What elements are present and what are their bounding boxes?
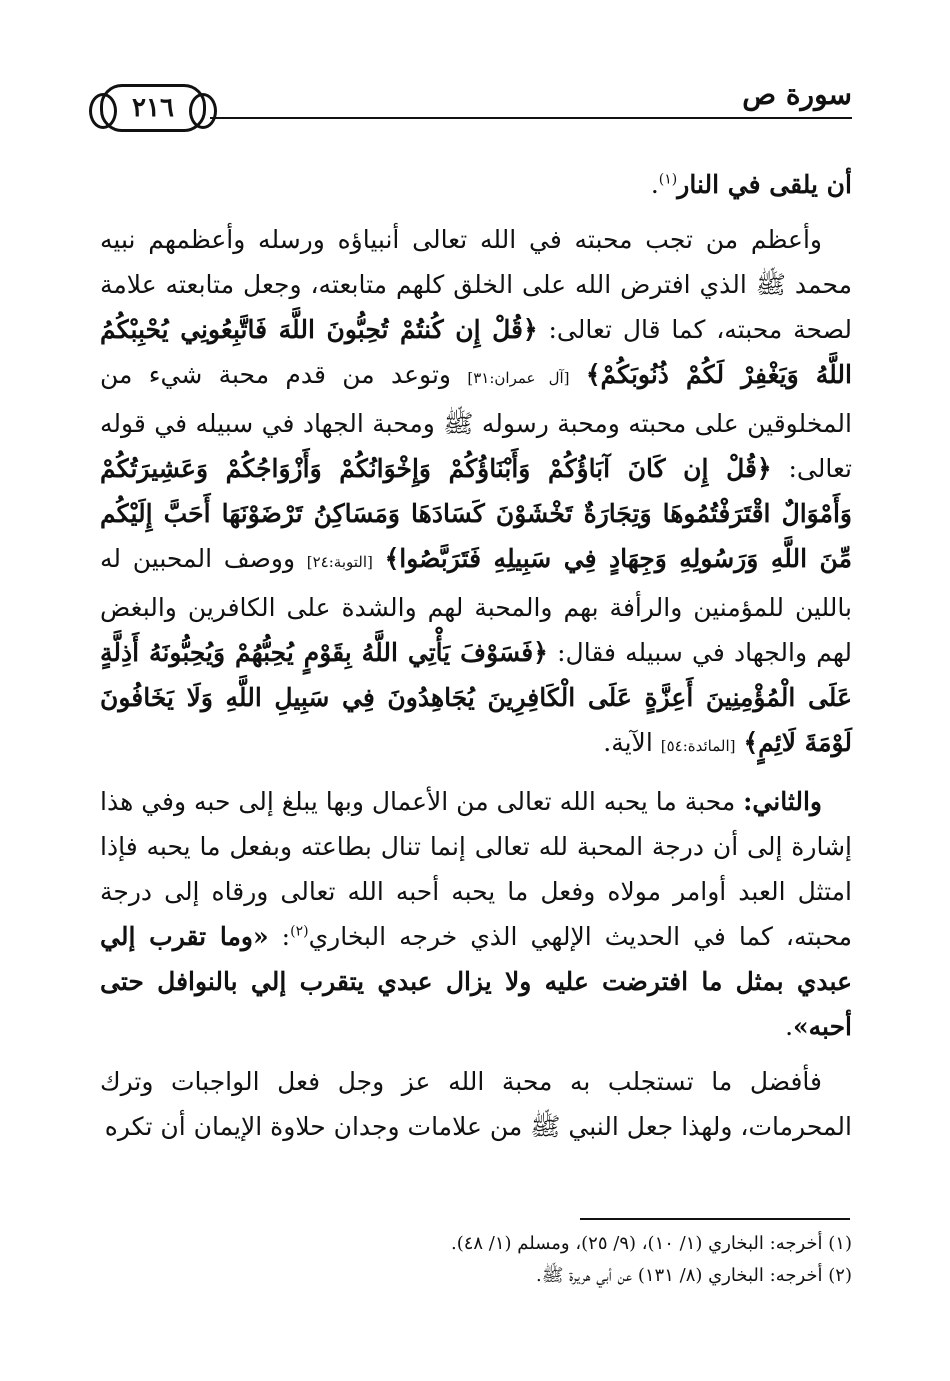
footnote-ref-1: (١) xyxy=(658,171,678,188)
quran-verse-2: ﴿قُلْ إِن كَانَ آبَاؤُكُمْ وَأَبْنَاؤُكُمْ وَإِخْوَانُكُمْ وَأَزْوَاجُكُمْ وَعَشِيرَتُكُمْ وَأَمْوَالٌ اقْتَرَفْتُمُوهَا وَتِجَارَةٌ تَخْشَوْنَ كَسَادَهَا وَمَسَاكِنُ تَرْضَوْنَهَا أَحَبَّ إِلَيْكُم مِّنَ اللَّهِ وَرَسُولِهِ وَجِهَادٍ فِي سَبِيلِهِ فَتَرَبَّصُوا﴾ xyxy=(100,454,852,573)
page-header xyxy=(100,78,852,130)
header-rule xyxy=(210,117,852,119)
paragraph-2-text-c: ووصف المحبين له باللين للمؤمنين والرأفة بهم والمحبة لهم والشدة على الكافرين والبغض لهم والجهاد في سبيله فقال: xyxy=(100,544,852,667)
footnote-ref-2: (٢) xyxy=(290,923,309,940)
paragraph-3 xyxy=(100,779,852,1049)
verse-reference-2: [التوبة:٢٤] xyxy=(306,553,373,571)
paragraph-3-lead: والثاني: xyxy=(743,787,822,816)
period: . xyxy=(785,1012,794,1041)
paragraph-2-text-d: الآية. xyxy=(603,728,653,757)
footnote-rule xyxy=(580,1218,850,1220)
footnote-1: (١) أخرجه: البخاري (١/ ١٠)، (٩/ ٢٥)، ومسلم (١/ ٤٨). xyxy=(450,1233,852,1254)
body-text xyxy=(100,162,852,1149)
period: . xyxy=(650,170,659,199)
paragraph-4-text: فأفضل ما تستجلب به محبة الله عز وجل فعل الواجبات وترك المحرمات، ولهذا جعل النبي ﷺ من علامات وجدان حلاوة الإيمان أن تكره xyxy=(100,1067,852,1141)
colon: : xyxy=(281,922,291,951)
hadith-quote: «وما تقرب إلي عبدي بمثل ما افترضت عليه ولا يزال عبدي يتقرب إلي بالنوافل حتى أحبه» xyxy=(100,922,852,1041)
paragraph-4 xyxy=(100,1059,852,1149)
surah-title: سورة ص xyxy=(732,78,852,111)
verse-reference-1: [آل عمران:٣١] xyxy=(467,369,570,387)
footnote-2: (٢) أخرجه: البخاري (٨/ ١٣١) عن أبي هريرة ﷺ. xyxy=(536,1265,852,1286)
paragraph-3-text-a: محبة ما يحبه الله تعالى من الأعمال وبها يبلغ إلى حبه وفي هذا إشارة إلى أن درجة المحبة لله تعالى إنما تنال بطاعته وبفعل ما يحبه فإذا امتثل العبد أوامر مولاه وفعل ما يحبه أحبه الله تعالى ورقاه إلى درجة محبته، كما في الحديث الإلهي الذي خرجه البخاري xyxy=(100,787,852,951)
page-number-badge: ٢١٦ xyxy=(100,84,206,132)
paragraph-2 xyxy=(100,217,852,769)
paragraph-1 xyxy=(100,162,852,207)
footnotes xyxy=(100,1228,852,1292)
quran-verse-3: ﴿فَسَوْفَ يَأْتِي اللَّهُ بِقَوْمٍ يُحِبُّهُمْ وَيُحِبُّونَهُ أَذِلَّةٍ عَلَى الْمُؤْمِنِينَ أَعِزَّةٍ عَلَى الْكَافِرِينَ يُجَاهِدُونَ فِي سَبِيلِ اللَّهِ وَلَا يَخَافُونَ لَوْمَةَ لَائِمٍ﴾ xyxy=(100,638,852,757)
verse-reference-3: [المائدة:٥٤] xyxy=(660,737,736,755)
paragraph-2-text-a: وأعظم من تجب محبته في الله تعالى أنبياؤه ورسله وأعظمهم نبيه محمد ﷺ الذي افترض الله على الخلق كلهم متابعته، وجعل متابعته علامة لصحة محبته، كما قال تعالى: xyxy=(100,225,852,344)
quote-ending: أن يلقى في النار xyxy=(677,170,852,199)
quran-verse-1: ﴿قُلْ إِن كُنتُمْ تُحِبُّونَ اللَّهَ فَاتَّبِعُونِي يُحْبِبْكُمُ اللَّهُ وَيَغْفِرْ لَكُمْ ذُنُوبَكُمْ﴾ xyxy=(100,315,852,389)
paragraph-2-text-b: وتوعد من قدم محبة شيء من المخلوقين على محبته ومحبة رسوله ﷺ ومحبة الجهاد في سبيله في قوله تعالى: xyxy=(100,360,852,483)
